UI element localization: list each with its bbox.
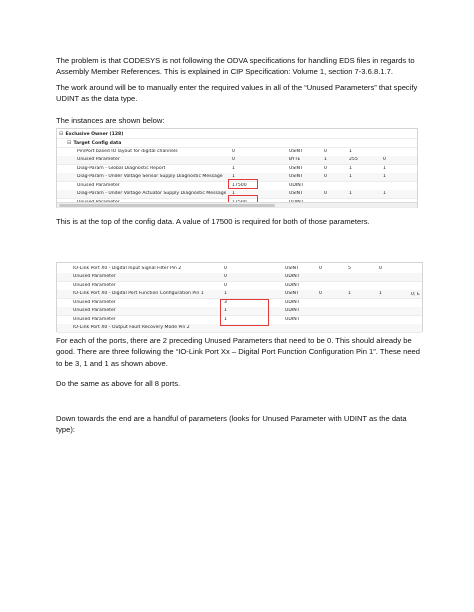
param-max: 255 — [349, 157, 358, 163]
param-name: Unused Parameter — [73, 282, 116, 288]
config-screenshot-port — [56, 262, 423, 332]
param-name: Diag-Param - Under Voltage Actuator Supply Diagnostic Message — [77, 191, 227, 197]
param-name: Unused Parameter — [77, 157, 120, 163]
param-name: Unused Parameter — [73, 299, 116, 305]
param-name: IO-Link Port X0 - Output Fault Recovery Mode Pin 2 — [73, 325, 190, 331]
scrollbar-thumb[interactable] — [59, 204, 275, 207]
param-type: USINT — [289, 174, 303, 180]
param-value[interactable]: 1 — [232, 165, 235, 171]
param-name: Diag-Param - Global Diagnostic Report — [77, 165, 166, 171]
param-name: Unused Parameter — [73, 308, 116, 314]
param-type: UDINT — [285, 299, 300, 305]
param-min: 0 — [324, 165, 327, 171]
param-value[interactable]: 1 — [224, 291, 227, 297]
param-name: IO-Link Port X0 - Digital Input Signal Filter Pin 2 — [73, 265, 182, 271]
horizontal-scrollbar[interactable] — [57, 202, 417, 207]
param-max: 1 — [349, 191, 352, 197]
param-default: 1 — [383, 191, 386, 197]
param-type: UDINT — [285, 316, 300, 322]
param-name: Pin/Port based IO layout for digital channels — [77, 148, 178, 154]
param-value[interactable]: 1 — [232, 174, 235, 180]
param-default: 1 — [383, 165, 386, 171]
param-name: Unused Parameter — [77, 182, 120, 188]
param-max: 1 — [349, 148, 352, 154]
param-min: 0 — [324, 174, 327, 180]
paragraph-top-config: This is at the top of the config data. A value of 17500 is required for both of those parameters. — [56, 217, 370, 226]
param-min: 0 — [319, 291, 322, 297]
param-type: USINT — [285, 265, 299, 271]
param-value[interactable]: 1 — [224, 308, 227, 314]
param-value[interactable]: 0 — [232, 157, 235, 163]
param-value[interactable]: 0 — [224, 282, 227, 288]
param-default: 1 — [383, 174, 386, 180]
highlight-box — [220, 299, 269, 326]
param-min: 0 — [324, 191, 327, 197]
param-default: 1 — [379, 291, 382, 297]
param-type: USINT — [289, 191, 303, 197]
param-value[interactable]: 1 — [232, 191, 235, 197]
param-max: 5 — [348, 265, 351, 271]
param-type: UDINT — [285, 274, 300, 280]
param-min: 0 — [319, 265, 322, 271]
param-value[interactable]: 0 — [224, 274, 227, 280]
param-type: USINT — [285, 291, 299, 297]
param-max: 1 — [349, 174, 352, 180]
param-value[interactable]: 3 — [224, 299, 227, 305]
collapse-icon[interactable]: ⊟ — [67, 139, 72, 146]
param-type: USINT — [289, 148, 303, 154]
param-type: UDINT — [285, 282, 300, 288]
param-max: 1 — [348, 291, 351, 297]
param-value[interactable]: 0 — [224, 265, 227, 271]
config-screenshot-top — [56, 128, 418, 208]
tree-root-label: Exclusive Owner (128) — [65, 131, 124, 137]
paragraph-codesys-issue: The problem is that CODESYS is not following the ODVA specifications for handling EDS files in regards to Assembly Member References. This is explained in CIP Specification: Volume 1, section 7-3.6.8.1.7. — [56, 56, 415, 77]
param-type: USINT — [289, 165, 303, 171]
param-default: 0 — [379, 265, 382, 271]
paragraph-workaround: The work around will be to manually enter the required values in all of the “Unused Parameters” that specify UDINT as the data type. — [56, 83, 418, 104]
paragraph-instances: The instances are shown below: — [56, 116, 165, 125]
highlight-box — [228, 179, 258, 189]
param-min: 0 — [324, 148, 327, 154]
collapse-icon[interactable]: ⊟ — [59, 130, 64, 137]
param-name: Unused Parameter — [73, 316, 116, 322]
param-name: Unused Parameter — [73, 274, 116, 280]
param-value[interactable]: 0 — [232, 148, 235, 154]
param-value[interactable]: 17500 — [232, 182, 247, 188]
param-type: UDINT — [285, 308, 300, 314]
param-type: BYTE — [289, 157, 301, 163]
tree-child-label: Target Config data — [73, 140, 122, 146]
param-max: 1 — [349, 165, 352, 171]
param-type: UDINT — [289, 182, 304, 188]
param-default: 0 — [383, 157, 386, 163]
paragraph-ports: For each of the ports, there are 2 preceding Unused Parameters that need to be 0. This should already be good. There are three following the “IO-Link Port Xx – Digital Port Function Configuration Pin 1”. These need to be 3, 1 and 1 as shown above. — [56, 336, 420, 368]
paragraph-all-ports: Do the same as above for all 8 ports. — [56, 379, 181, 388]
param-value[interactable]: 1 — [224, 316, 227, 322]
paragraph-end-params: Down towards the end are a handful of parameters (looks for Unused Parameter with UDINT as the data type): — [56, 414, 407, 435]
param-min: 1 — [324, 157, 327, 163]
param-name: Diag-Param - Under Voltage Sensor Supply Diagnostic Message — [77, 174, 223, 180]
overflow-text: 0; E — [411, 292, 420, 297]
param-name: IO-Link Port X0 - Digital Port Function Configuration Pin 1 — [73, 291, 204, 297]
